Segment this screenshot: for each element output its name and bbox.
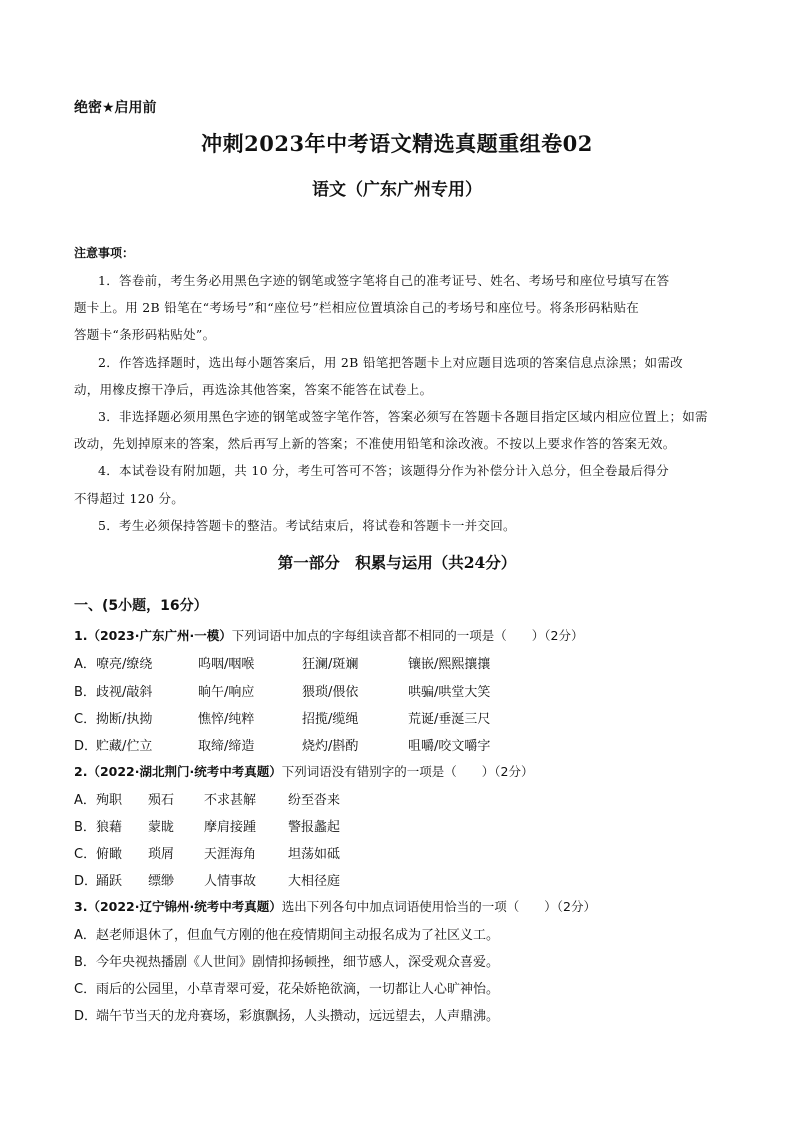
option-row <box>74 681 96 700</box>
section-heading: 一、(5小题，16分） <box>74 598 208 614</box>
option-row <box>74 843 96 862</box>
question-text: 下列词语中加点的字每组读音都不相同的一项是（ ）（2分） <box>231 628 584 643</box>
option-item: 憔悴/纯粹 <box>198 712 255 727</box>
option-letter: D． <box>74 874 98 889</box>
notice-line: 4．本试卷设有附加题，共 10 分，考生可答可不答；该题得分作为补偿分计入总分，但全卷最后得分 <box>98 463 669 478</box>
option-item: 纷至沓来 <box>288 793 341 808</box>
option-row <box>74 653 96 672</box>
notice-line: 1．答卷前，考生务必用黑色字迹的钢笔或签字笔将自己的准考证号、姓名、考场号和座位号填写在答 <box>98 273 670 288</box>
option-item: 俯瞰 <box>96 847 123 862</box>
option-item: 蒙眬 <box>148 820 175 835</box>
option-text: 雨后的公园里，小草青翠可爱，花朵娇艳欲滴，一切都让人心旷神怡。 <box>96 982 500 997</box>
option-item: 缥缈 <box>148 874 175 889</box>
option-item: 招揽/缆绳 <box>302 712 359 727</box>
option-item: 坦荡如砥 <box>288 847 341 862</box>
option-item: 歧视/敲斜 <box>96 685 153 700</box>
question-2-stem <box>74 762 533 780</box>
option-item: 人情事故 <box>204 874 257 889</box>
option-item: 呜咽/咽喉 <box>198 657 255 672</box>
option-item: 嘹亮/缭绕 <box>96 657 153 672</box>
option-text: 端午节当天的龙舟赛场，彩旗飘扬，人头攒动，远远望去，人声鼎沸。 <box>96 1009 500 1024</box>
part-heading: 第一部分 积累与运用（共24分） <box>277 553 517 572</box>
option-item: 警报蠡起 <box>288 820 341 835</box>
question-text: 下列词语没有错别字的一项是（ ）（2分） <box>281 764 534 779</box>
option-item: 踊跃 <box>96 874 123 889</box>
notice-line: 5．考生必须保持答题卡的整洁。考试结束后，将试卷和答题卡一并交回。 <box>98 518 516 533</box>
question-number: 3. <box>74 899 88 914</box>
question-number: 1. <box>74 628 88 643</box>
option-letter: D． <box>74 1009 98 1024</box>
option-item: 狂澜/斑斓 <box>302 657 359 672</box>
question-source: （2022·辽宁锦州·统考中考真题） <box>87 899 282 914</box>
notice-line: 题卡上。用 2B 铅笔在“考场号”和“座位号”栏相应位置填涂自己的考场号和座位号。将条形码粘贴在 <box>74 300 640 315</box>
notice-line: 3．非选择题必须用黑色字迹的钢笔或签字笔作答，答案必须写在答题卡各题目指定区域内相应位置上；如需 <box>98 409 708 424</box>
option-letter: B． <box>74 820 96 835</box>
question-number: 2. <box>74 764 88 779</box>
option-item: 殒石 <box>148 793 175 808</box>
option-letter: A． <box>74 928 96 943</box>
option-item: 荒诞/垂涎三尺 <box>408 712 491 727</box>
option-item: 镶嵌/熙熙攘攘 <box>408 657 491 672</box>
option-item: 拗断/执拗 <box>96 712 153 727</box>
option-item: 哄骗/哄堂大笑 <box>408 685 491 700</box>
option-item: 猥琐/偎依 <box>302 685 359 700</box>
option-letter: C． <box>74 982 97 997</box>
option-letter: C． <box>74 712 97 727</box>
option-row <box>74 924 499 943</box>
option-item: 狼藉 <box>96 820 123 835</box>
option-item: 殉职 <box>96 793 123 808</box>
option-item: 晌午/响应 <box>198 685 255 700</box>
option-item: 摩肩接踵 <box>204 820 257 835</box>
option-row <box>74 1005 499 1024</box>
notice-heading: 注意事项： <box>74 246 135 260</box>
option-letter: A． <box>74 793 96 808</box>
option-row <box>74 978 499 997</box>
notice-line: 不得超过 120 分。 <box>74 491 185 506</box>
confidential-label: 绝密★启用前 <box>74 100 157 116</box>
question-text: 选出下列各句中加点词语使用恰当的一项（ ）（2分） <box>281 899 596 914</box>
notice-line: 动，用橡皮擦干净后，再选涂其他答案，答案不能答在试卷上。 <box>74 382 433 397</box>
option-item: 不求甚解 <box>204 793 257 808</box>
question-1-stem <box>74 626 583 644</box>
option-row <box>74 870 96 889</box>
option-text: 赵老师退休了，但血气方刚的他在疫情期间主动报名成为了社区义工。 <box>96 928 500 943</box>
option-row <box>74 951 499 970</box>
option-row <box>74 816 96 835</box>
option-letter: C． <box>74 847 97 862</box>
option-letter: A． <box>74 657 96 672</box>
notice-line: 答题卡“条形码粘贴处”。 <box>74 327 216 342</box>
option-letter: B． <box>74 685 96 700</box>
option-item: 咀嚼/咬文嚼字 <box>408 739 491 754</box>
option-item: 取缔/缔造 <box>198 739 255 754</box>
option-letter: B． <box>74 955 96 970</box>
option-item: 琐屑 <box>148 847 175 862</box>
option-text: 今年央视热播剧《人世间》剧情抑扬顿挫，细节感人，深受观众喜爱。 <box>96 955 500 970</box>
question-source: （2022·湖北荆门·统考中考真题） <box>87 764 282 779</box>
notice-line: 改动，先划掉原来的答案，然后再写上新的答案；不准使用铅笔和涂改液。不按以上要求作答的答案无效。 <box>74 436 676 451</box>
page-subtitle: 语文（广东广州专用） <box>312 180 482 200</box>
question-source: （2023·广东广州·一模） <box>87 628 232 643</box>
option-row <box>74 708 96 727</box>
notice-line: 2．作答选择题时，选出每小题答案后，用 2B 铅笔把答题卡上对应题目选项的答案信息点涂黑；如需改 <box>98 355 683 370</box>
option-item: 天涯海角 <box>204 847 257 862</box>
page-title: 冲刺2023年中考语文精选真题重组卷02 <box>201 131 593 156</box>
question-3-stem <box>74 897 596 915</box>
option-item: 贮藏/伫立 <box>96 739 153 754</box>
option-letter: D． <box>74 739 98 754</box>
option-item: 烧灼/斟酌 <box>302 739 359 754</box>
option-row <box>74 735 96 754</box>
option-item: 大相径庭 <box>288 874 341 889</box>
option-row <box>74 789 96 808</box>
